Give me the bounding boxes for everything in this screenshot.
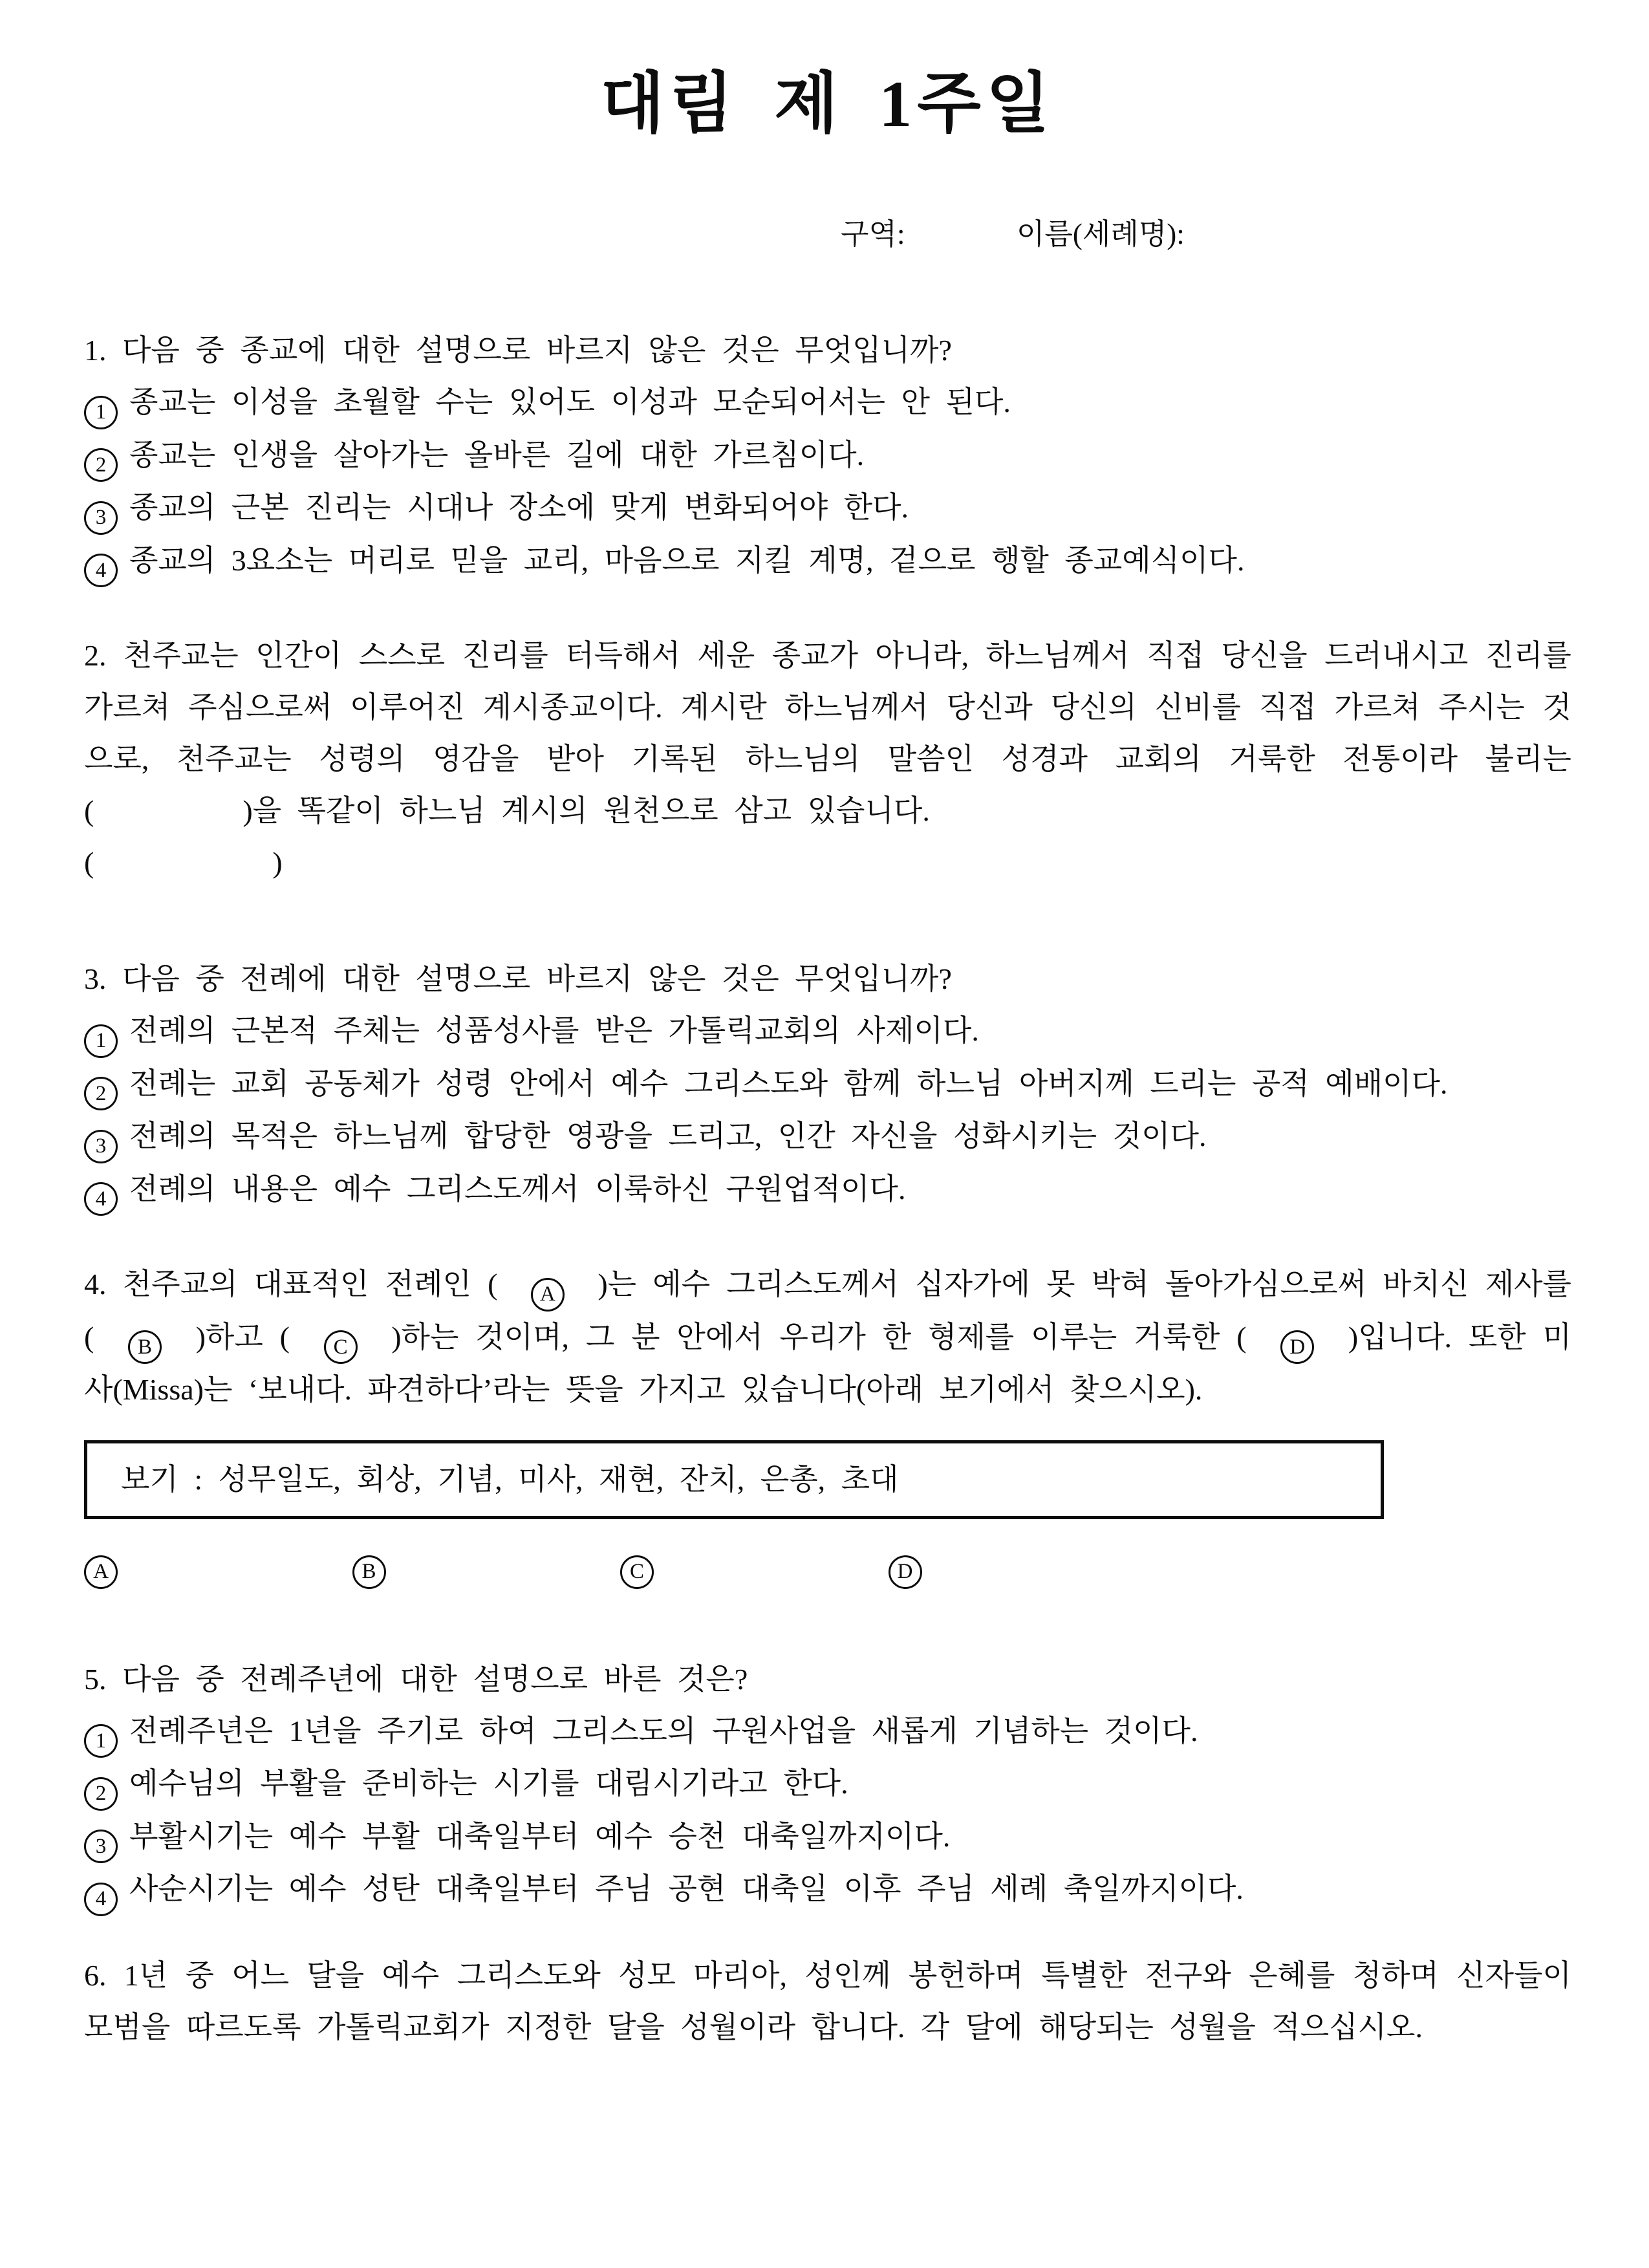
question-5-prompt: 5. 다음 중 전례주년에 대한 설명으로 바른 것은? — [84, 1662, 748, 1696]
question-3 — [84, 953, 1571, 1216]
circled-number-2: 2 — [84, 448, 118, 482]
option-text: 전례의 내용은 예수 그리스도께서 이룩하신 구원업적이다. — [129, 1172, 906, 1205]
question-4-answer-row — [84, 1536, 1571, 1589]
circled-number-4: 4 — [84, 554, 118, 587]
circled-number-3: 3 — [84, 1830, 118, 1863]
question-1-option-3 — [84, 482, 1571, 535]
option-text: 예수님의 부활을 준비하는 시기를 대림시기라고 한다. — [129, 1767, 848, 1800]
answer-slot-a — [84, 1536, 345, 1589]
question-1-prompt: 1. 다음 중 종교에 대한 설명으로 바르지 않은 것은 무엇입니까? — [84, 334, 952, 367]
name-label: 이름(세례명): — [1016, 218, 1185, 250]
option-text: 전례는 교회 공동체가 성령 안에서 예수 그리스도와 함께 하느님 아버지께 드리는 공적 예배이다. — [129, 1066, 1448, 1100]
question-3-option-4 — [84, 1163, 1571, 1216]
circled-letter-a: A — [531, 1278, 565, 1312]
option-text: 전례의 목적은 하느님께 합당한 영광을 드리고, 인간 자신을 성화시키는 것이다. — [129, 1119, 1207, 1152]
option-text: 종교는 인생을 살아가는 올바른 길에 대한 가르침이다. — [129, 438, 865, 471]
question-2-prompt: 2. 천주교는 인간이 스스로 진리를 터득해서 세운 종교가 아니라, 하느님께서 직접 당신을 드러내시고 진리를 가르쳐 주심으로써 이루어진 계시종교이다. 계시란 하느님께서 당신과 당신의 신비를 직접 가르쳐 주시는 것으로, 천주교는 성령의 영감을 받아 기록된 하느님의 말씀인 성경과 교회의 거룩한 전통이라 불리는 ( )을 똑같이 하느님 계시의 원천으로 삼고 있습니다. — [84, 639, 1571, 827]
option-text: 전례주년은 1년을 주기로 하여 그리스도의 구원사업을 새롭게 기념하는 것이다. — [129, 1714, 1198, 1747]
question-3-option-1 — [84, 1005, 1571, 1058]
question-5 — [84, 1654, 1571, 1916]
question-4 — [84, 1258, 1571, 1589]
question-5-option-3 — [84, 1811, 1571, 1864]
circled-letter-b: B — [128, 1330, 162, 1364]
circled-number-1: 1 — [84, 1024, 118, 1058]
question-1-option-1 — [84, 376, 1571, 429]
circled-letter-d: D — [1280, 1330, 1314, 1364]
question-2-answer-blank: ( ) — [84, 846, 283, 879]
circled-number-1: 1 — [84, 1724, 118, 1758]
question-5-option-1 — [84, 1705, 1571, 1758]
circled-letter-a: A — [84, 1555, 118, 1589]
option-text: 종교의 3요소는 머리로 믿을 교리, 마음으로 지킬 계명, 겉으로 행할 종교예식이다. — [129, 543, 1245, 577]
identity-line — [84, 208, 1571, 260]
example-choices-box — [84, 1440, 1384, 1519]
circled-number-4: 4 — [84, 1182, 118, 1216]
question-3-option-3 — [84, 1110, 1571, 1163]
question-1-option-4 — [84, 535, 1571, 588]
circled-letter-b: B — [352, 1555, 386, 1589]
circled-letter-c: C — [620, 1555, 654, 1589]
option-text: 종교의 근본 진리는 시대나 장소에 맞게 변화되어야 한다. — [129, 491, 909, 524]
circled-letter-c: C — [324, 1330, 358, 1364]
question-5-option-2 — [84, 1758, 1571, 1811]
question-1 — [84, 325, 1571, 587]
circled-number-2: 2 — [84, 1777, 118, 1811]
question-2 — [84, 630, 1571, 889]
circled-number-4: 4 — [84, 1883, 118, 1916]
district-label: 구역: — [841, 218, 905, 250]
question-6 — [84, 1950, 1571, 2053]
option-text: 사순시기는 예수 성탄 대축일부터 주님 공현 대축일 이후 주님 세례 축일까지이다. — [129, 1872, 1244, 1905]
answer-slot-d — [889, 1536, 1149, 1589]
question-3-prompt: 3. 다음 중 전례에 대한 설명으로 바르지 않은 것은 무엇입니까? — [84, 962, 952, 995]
option-text: 부활시기는 예수 부활 대축일부터 예수 승천 대축일까지이다. — [129, 1819, 951, 1853]
page-title: 대림 제 1주일 — [600, 68, 1055, 141]
circled-number-2: 2 — [84, 1077, 118, 1110]
circled-number-3: 3 — [84, 1130, 118, 1163]
example-choices-text: 보기 : 성무일도, 회상, 기념, 미사, 재현, 잔치, 은총, 초대 — [121, 1463, 899, 1496]
question-3-option-2 — [84, 1058, 1571, 1111]
question-6-prompt: 6. 1년 중 어느 달을 예수 그리스도와 성모 마리아, 성인께 봉헌하며 특별한 전구와 은혜를 청하며 신자들이 모범을 따르도록 가톨릭교회가 지정한 달을 성월이라 합니다. 각 달에 해당되는 성월을 적으십시오. — [84, 1958, 1571, 2044]
circled-number-1: 1 — [84, 396, 118, 429]
circled-letter-d: D — [889, 1555, 922, 1589]
circled-number-3: 3 — [84, 501, 118, 535]
question-4-prompt: 4. 천주교의 대표적인 전례인 ( A )는 예수 그리스도께서 십자가에 못 박혀 돌아가심으로써 바치신 제사를 ( B )하고 ( C )하는 것이며, 그 분 안에서 우리가 한 형제를 이루는 거룩한 ( D )입니다. 또한 미사(Missa)는 ‘보내다. 파견하다’라는 뜻을 가지고 있습니다(아래 보기에서 찾으시오). — [84, 1268, 1571, 1406]
question-1-option-2 — [84, 429, 1571, 482]
option-text: 전례의 근본적 주체는 성품성사를 받은 가톨릭교회의 사제이다. — [129, 1014, 979, 1047]
question-5-option-4 — [84, 1863, 1571, 1916]
answer-slot-b — [352, 1536, 613, 1589]
option-text: 종교는 이성을 초월할 수는 있어도 이성과 모순되어서는 안 된다. — [129, 385, 1011, 418]
answer-slot-c — [620, 1536, 881, 1589]
